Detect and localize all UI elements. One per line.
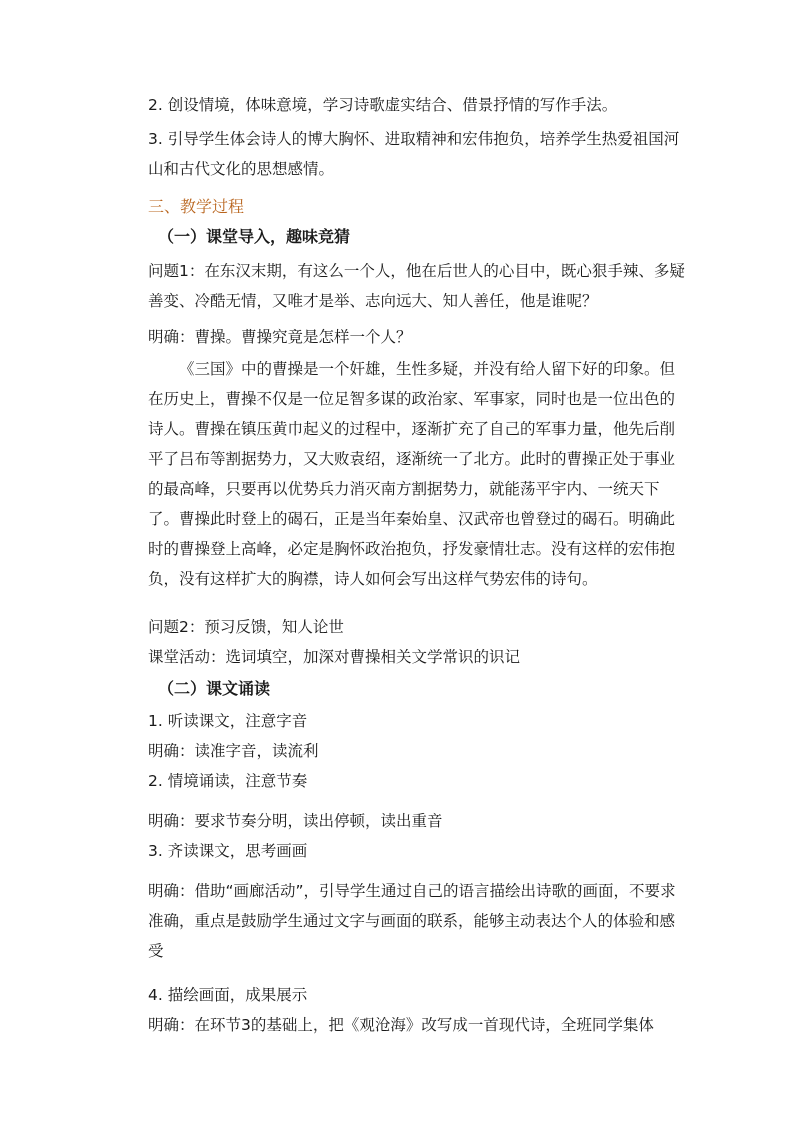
objective-2: 2. 创设情境，体味意境，学习诗歌虚实结合、借景抒情的写作手法。 xyxy=(148,96,618,114)
objective-3: 3. 引导学生体会诗人的博大胸怀、进取精神和宏伟抱负，培养学生热爱祖国河山和古代文化的思想感情。 xyxy=(148,130,680,178)
step-1: 1. 听读课文，注意字音 xyxy=(148,712,308,730)
step-2: 2. 情境诵读，注意节奏 xyxy=(148,772,308,790)
paragraph-cao-cao: 《三国》中的曹操是一个奸雄，生性多疑，并没有给人留下好的印象。但在历史上，曹操不仅是一位足智多谋的政治家、军事家，同时也是一位出色的诗人。曹操在镇压黄巾起义的过程中，逐渐扩充了自己的军事力量，他先后削平了吕布等割据势力，又大败袁绍，逐渐统一了北方。此时的曹操正处于事业的最高峰，只要再以优势兵力消灭南方割据势力，就能荡平宇内、一统天下了。曹操此时登上的碣石，正是当年秦始皇、汉武帝也曾登过的碣石。明确此时的曹操登上高峰，必定是胸怀政治抱负，抒发豪情壮志。没有这样的宏伟抱负，没有这样扩大的胸襟，诗人如何会写出这样气势宏伟的诗句。 xyxy=(148,360,676,588)
subheading-class-intro: （一）课堂导入，趣味竞猜 xyxy=(158,227,351,246)
step-2-answer: 明确：要求节奏分明，读出停顿，读出重音 xyxy=(148,812,443,830)
answer-1: 明确：曹操。曹操究竟是怎样一个人？ xyxy=(148,328,412,346)
step-4: 4. 描绘画面，成果展示 xyxy=(148,986,308,1004)
section-heading-teaching-process: 三、教学过程 xyxy=(148,197,245,216)
subheading-recitation: （二）课文诵读 xyxy=(158,679,271,698)
step-1-answer: 明确：读准字音，读流利 xyxy=(148,742,319,760)
question-2: 问题2：预习反馈，知人论世 xyxy=(148,618,344,636)
step-4-answer: 明确：在环节3的基础上，把《观沧海》改写成一首现代诗，全班同学集体 xyxy=(148,1016,654,1034)
question-1: 问题1：在东汉末期，有这么一个人，他在后世人的心目中，既心狠手辣、多疑善变、冷酷无情，又唯才是举、志向远大、知人善任，他是谁呢？ xyxy=(148,262,685,310)
step-3: 3. 齐读课文，思考画画 xyxy=(148,842,308,860)
step-3-answer: 明确：借助“画廊活动”，引导学生通过自己的语言描绘出诗歌的画面，不要求准确，重点是鼓励学生通过文字与画面的联系，能够主动表达个人的体验和感受 xyxy=(148,882,676,960)
class-activity: 课堂活动：选词填空，加深对曹操相关文学常识的识记 xyxy=(148,648,521,666)
